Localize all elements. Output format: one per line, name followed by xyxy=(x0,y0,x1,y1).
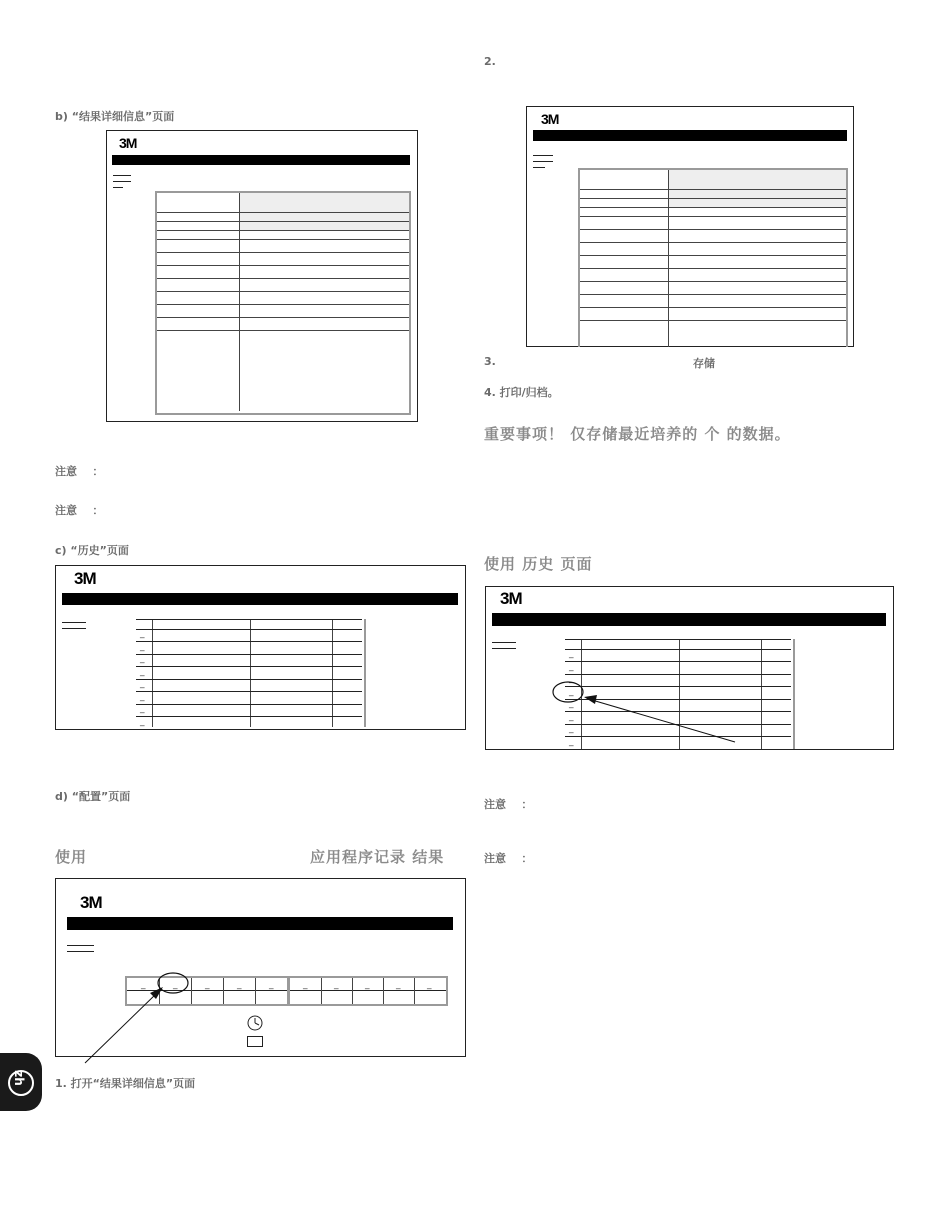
row-marker: _ xyxy=(140,654,145,664)
row-marker[interactable]: _ xyxy=(569,687,574,697)
logo-3m: 3M xyxy=(119,135,137,151)
use-line-left: 使用 xyxy=(55,848,88,866)
row-marker[interactable]: _ xyxy=(569,712,574,722)
note-b: 注意 ： xyxy=(484,852,533,865)
language-tab xyxy=(0,1053,42,1111)
row-marker[interactable]: _ xyxy=(569,737,574,747)
well-marker[interactable]: _ xyxy=(303,980,308,990)
important-note: 重要事项！ 仅存储最近培养的 个 的数据。 xyxy=(484,425,791,443)
well-marker[interactable]: _ xyxy=(237,980,242,990)
row-marker[interactable]: _ xyxy=(569,662,574,672)
row-marker: _ xyxy=(140,679,145,689)
well-marker[interactable]: _ xyxy=(334,980,339,990)
use-history-heading: 使用 历史 页面 xyxy=(484,555,593,573)
row-marker[interactable]: _ xyxy=(569,724,574,734)
note-1: 注意 ： xyxy=(55,465,104,478)
use-line-right: 应用程序记录 结果 xyxy=(310,848,445,866)
logo-3m: 3M xyxy=(80,893,102,912)
logo-3m: 3M xyxy=(74,569,96,588)
row-marker[interactable]: _ xyxy=(569,674,574,684)
note-2: 注意 ： xyxy=(55,504,104,517)
step-3-number: 3. xyxy=(484,355,496,368)
row-marker: _ xyxy=(140,692,145,702)
well-marker[interactable]: _ xyxy=(173,980,178,990)
well-marker[interactable]: _ xyxy=(141,980,146,990)
row-marker: _ xyxy=(140,642,145,652)
row-marker[interactable]: _ xyxy=(569,649,574,659)
result-details-heading: b) “结果详细信息”页面 xyxy=(55,110,175,123)
row-marker: _ xyxy=(140,629,145,639)
language-code: zh xyxy=(12,1070,26,1086)
note-a: 注意 ： xyxy=(484,798,533,811)
row-marker: _ xyxy=(140,667,145,677)
well-marker[interactable]: _ xyxy=(205,980,210,990)
logo-3m: 3M xyxy=(541,111,559,127)
well-marker[interactable]: _ xyxy=(365,980,370,990)
well-marker[interactable]: _ xyxy=(396,980,401,990)
row-marker: _ xyxy=(140,704,145,714)
row-marker[interactable]: _ xyxy=(569,699,574,709)
well-marker[interactable]: _ xyxy=(427,980,432,990)
config-heading: d) “配置”页面 xyxy=(55,790,131,803)
step-3-store: 存储 xyxy=(693,357,715,370)
step-1: 1. 打开“结果详细信息”页面 xyxy=(55,1077,196,1090)
row-marker: _ xyxy=(140,717,145,727)
history-heading: c) “历史”页面 xyxy=(55,544,129,557)
well-marker[interactable]: _ xyxy=(269,980,274,990)
step-2: 2. xyxy=(484,55,496,68)
step-4: 4. 打印/归档。 xyxy=(484,386,559,399)
logo-3m: 3M xyxy=(500,589,522,608)
